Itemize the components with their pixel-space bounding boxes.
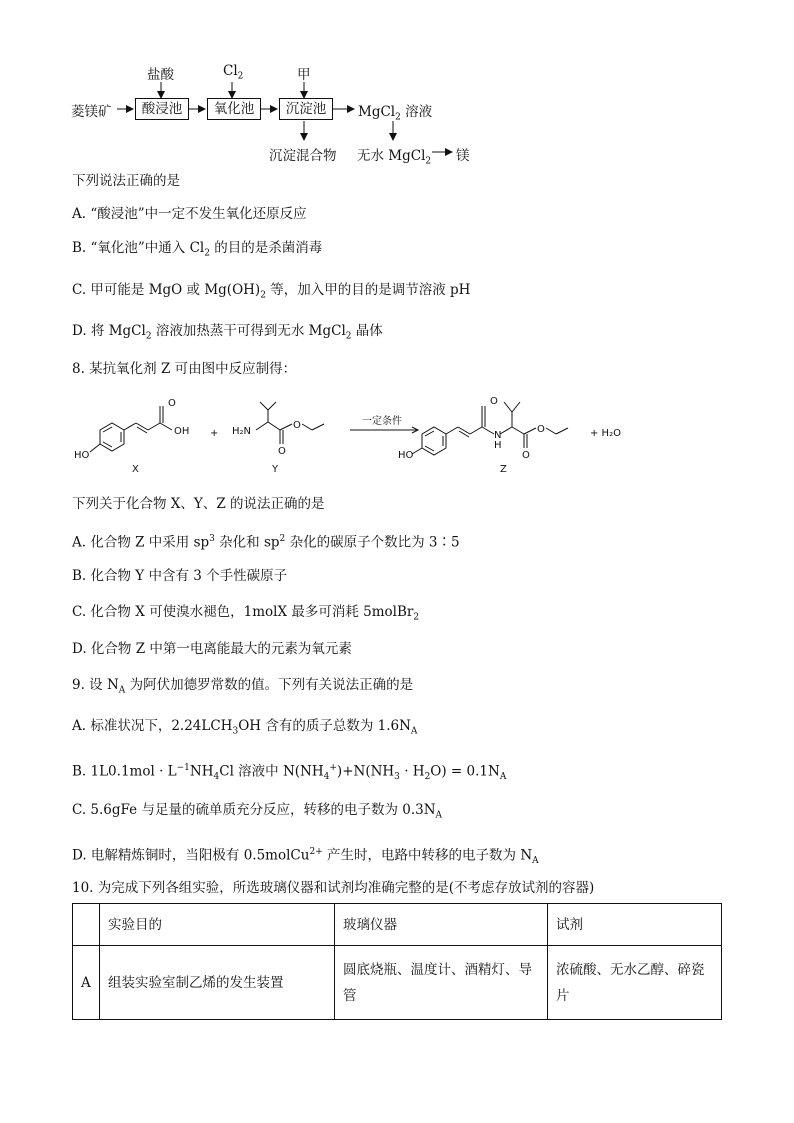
q10-stem: 10. 为完成下列各组实验，所选玻璃仪器和试剂均准确完整的是(不考虑存放试剂的容器): [72, 880, 595, 896]
y-ester-o: O: [293, 420, 301, 431]
label-x: X: [132, 464, 139, 475]
table-cell-reagents: 浓硫酸、无水乙醇、碎瓷片: [548, 946, 722, 1020]
q7-option-c: C. 甲可能是 MgO 或 $Mg(OH)_2$ 等，加入甲的目的是调节溶液 pH: [72, 282, 471, 301]
x-oh: OH: [174, 426, 190, 437]
table-row: [73, 946, 722, 1020]
plus-sign: +: [210, 428, 219, 439]
table-header-cell: [73, 904, 100, 946]
reaction-scheme: [60, 392, 700, 482]
q9-option-d: D. 电解精炼铜时，当阳极有 0.5molCu$^{2+}$ 产生时，电路中转移的电子数为 $N_A$: [72, 847, 539, 867]
flow-input-cl2: $Cl_2$: [223, 63, 244, 82]
z-ho: HO: [398, 450, 414, 461]
q8-option-a: A. 化合物 Z 中采用 $sp^3$ 杂化和 $sp^2$ 杂化的碳原子个数比为 3∶5: [72, 534, 460, 551]
flow-input-hcl: 盐酸: [147, 67, 174, 83]
product-water: + H₂O: [590, 428, 621, 439]
flow-start: 菱镁矿: [71, 104, 112, 120]
z-amide-o: O: [490, 396, 498, 407]
label-y: Y: [272, 464, 279, 475]
y-h2n: H₂N: [232, 426, 252, 437]
q8-option-d: D. 化合物 Z 中第一电离能最大的元素为氧元素: [72, 641, 352, 657]
flow-box-oxidation: 氧化池: [207, 98, 261, 120]
q7-option-a: A. “酸浸池”中一定不发生氧化还原反应: [72, 206, 307, 222]
table-cell-label: A: [73, 946, 100, 1020]
q10-table: [72, 903, 722, 1020]
q9-option-a: A. 标准状况下，$2.24LCH_3OH$ 含有的质子总数为 $1.6N_A$: [72, 718, 418, 737]
z-h: H: [494, 440, 502, 451]
q7-option-d: D. 将 MgCl$_2$ 溶液加热蒸干可得到无水 MgCl$_2$ 晶体: [72, 323, 383, 342]
x-ho: HO: [74, 450, 90, 461]
flow-output-solution: MgCl$_2$ 溶液: [358, 104, 433, 123]
label-z: Z: [500, 464, 507, 475]
y-carbonyl-o: O: [278, 446, 286, 457]
q8-stem: 8. 某抗氧化剂 Z 可由图中反应制得：: [72, 361, 297, 377]
flow-box-acid: 酸浸池: [135, 98, 189, 120]
table-cell-glassware: 圆底烧瓶、温度计、酒精灯、导管: [335, 946, 548, 1020]
q8-question: 下列关于化合物 X、Y、Z 的说法正确的是: [72, 496, 325, 512]
q9-option-c: C. 5.6gFe 与足量的硫单质充分反应，转移的电子数为 $0.3N_A$: [72, 802, 443, 821]
flow-input-jia: 甲: [297, 67, 311, 83]
z-carbonyl-o: O: [522, 450, 530, 461]
q7-option-b: B. “氧化池”中通入 $Cl_2$ 的目的是杀菌消毒: [72, 240, 323, 259]
table-cell-purpose: 组装实验室制乙烯的发生装置: [100, 946, 335, 1020]
q9-option-b: B. $1L0.1mol \cdot L^{-1}NH_4Cl$ 溶液中 $N(NH_4^+)+N(NH_3 \cdot H_2O) = 0.1N_A$: [72, 763, 507, 783]
q7-stem: 下列说法正确的是: [72, 173, 180, 189]
x-carbonyl-o: O: [168, 398, 176, 409]
flow-output-precipitate: 沉淀混合物: [269, 148, 337, 164]
flow-output-mg: 镁: [456, 148, 470, 164]
table-header-row: [73, 904, 722, 946]
q8-option-b: B. 化合物 Y 中含有 3 个手性碳原子: [72, 568, 288, 584]
reaction-condition: 一定条件: [362, 416, 402, 427]
q8-option-c: C. 化合物 X 可使溴水褪色，1molX 最多可消耗 5molBr$_2$: [72, 604, 420, 623]
flow-box-precipitation: 沉淀池: [279, 98, 333, 120]
z-ester-o: O: [537, 424, 545, 435]
table-header-cell: 实验目的: [100, 904, 335, 946]
q9-stem: 9. 设 $N_A$ 为阿伏加德罗常数的值。下列有关说法正确的是: [72, 677, 414, 696]
table-header-cell: 玻璃仪器: [335, 904, 548, 946]
flow-output-anhydrous: 无水 MgCl$_2$: [357, 148, 432, 167]
table-header-cell: 试剂: [548, 904, 722, 946]
z-n: N: [494, 430, 502, 441]
